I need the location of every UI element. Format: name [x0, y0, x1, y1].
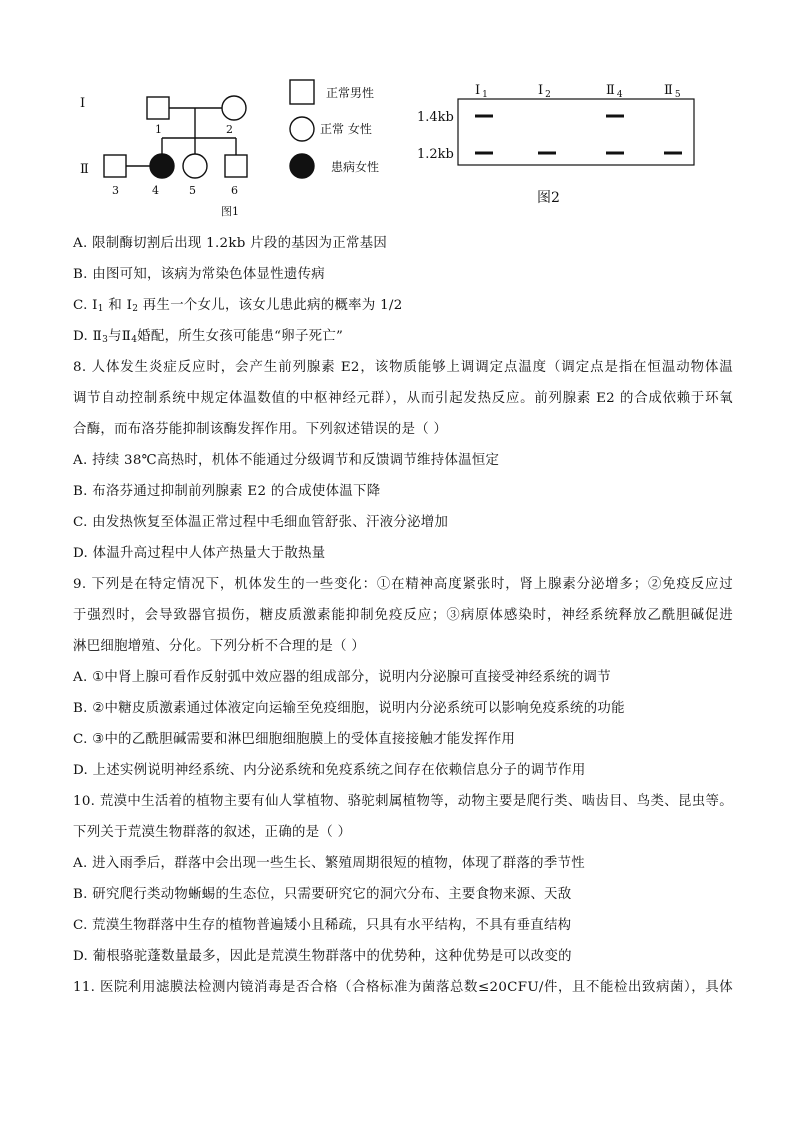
- lane-label: Ⅱ $_5$: [664, 83, 681, 100]
- gel-band: [475, 115, 493, 118]
- q7-option-d: D. $Ⅱ_3$与$Ⅱ_4$婚配，所生女孩可能患“卵子死亡”: [73, 329, 344, 345]
- individual-II3: [104, 155, 126, 177]
- electrophoresis-figure: [400, 80, 710, 215]
- q11-stem: 11. 医院利用滤膜法检测内镜消毒是否合格（合格标准为菌落总数≤20CFU/件，且不能检出致病菌），具体: [73, 980, 733, 995]
- row-label-1.2kb: 1.2kb: [417, 147, 454, 162]
- gel-band: [664, 152, 682, 155]
- q8-stem: 8. 人体发生炎症反应时，会产生前列腺素 E2，该物质能够上调调定点温度（调定点是指在恒温动物体温: [73, 360, 733, 375]
- figure2-caption: 图2: [537, 190, 560, 206]
- pedigree-figure: [0, 0, 400, 225]
- individual-II5: [183, 154, 207, 178]
- legend-affected-female-symbol: [290, 154, 314, 178]
- legend-normal-female-label: 正常 女性: [320, 122, 372, 136]
- figure1-caption: 图1: [221, 205, 239, 218]
- q10-option-d: D. 葡根骆驼蓬数量最多，因此是荒漠生物群落中的优势种，这种优势是可以改变的: [73, 949, 572, 964]
- q7-option-a: A. 限制酶切割后出现 1.2kb 片段的基因为正常基因: [73, 236, 388, 251]
- question-text: [73, 228, 733, 1003]
- q9-option-c: C. ③中的乙酰胆碱需要和淋巴细胞细胞膜上的受体直接接触才能发挥作用: [73, 732, 516, 747]
- individual-label: 5: [189, 184, 196, 197]
- q8-option-b: B. 布洛芬通过抑制前列腺素 E2 的合成使体温下降: [73, 484, 381, 499]
- q10-stem: 10. 荒漠中生活着的植物主要有仙人掌植物、骆驼刺属植物等，动物主要是爬行类、啮齿目、鸟类、昆虫等。: [73, 794, 733, 809]
- q8-stem: 合酶，而布洛芬能抑制该酶发挥作用。下列叙述错误的是（ ）: [73, 422, 448, 437]
- q8-option-a: A. 持续 38℃高热时，机体不能通过分级调节和反馈调节维持体温恒定: [73, 453, 500, 468]
- legend-normal-female-symbol: [290, 117, 314, 141]
- q8-option-c: C. 由发热恢复至体温正常过程中毛细血管舒张、汗液分泌增加: [73, 515, 449, 530]
- q9-stem: 淋巴细胞增殖、分化。下列分析不合理的是（ ）: [73, 639, 366, 654]
- gel-frame: [458, 99, 694, 165]
- lane-label: Ⅰ $_2$: [538, 83, 551, 100]
- q9-option-b: B. ②中糖皮质激素通过体液定向运输至免疫细胞，说明内分泌系统可以影响免疫系统的功能: [73, 701, 625, 716]
- q8-stem: 调节自动控制系统中规定体温数值的中枢神经元群），从而引起发热反应。前列腺素 E2 的合成依赖于环氧: [73, 391, 733, 406]
- row-label-1.4kb: 1.4kb: [417, 110, 454, 125]
- individual-label: 3: [112, 184, 119, 197]
- legend-affected-female-label: 患病女性: [331, 160, 380, 174]
- q10-option-b: B. 研究爬行类动物蜥蜴的生态位，只需要研究它的洞穴分布、主要食物来源、天敌: [73, 887, 572, 902]
- individual-label: 6: [231, 184, 238, 197]
- individual-II6: [225, 155, 247, 177]
- q9-option-a: A. ①中肾上腺可看作反射弧中效应器的组成部分，说明内分泌腺可直接受神经系统的调节: [73, 670, 611, 685]
- individual-label: 4: [152, 184, 159, 197]
- gel-band: [606, 152, 624, 155]
- individual-II4: [150, 154, 174, 178]
- q9-stem: 于强烈时，会导致器官损伤，糖皮质激素能抑制免疫反应；③病原体感染时，神经系统释放乙酰胆碱促进: [73, 608, 733, 623]
- q10-option-a: A. 进入雨季后，群落中会出现一些生长、繁殖周期很短的植物，体现了群落的季节性: [73, 856, 585, 871]
- generation-label-I: Ⅰ: [80, 96, 86, 111]
- individual-I1: [147, 97, 169, 119]
- individual-label: 2: [226, 123, 233, 136]
- q10-option-c: C. 荒漠生物群落中生存的植物普遍矮小且稀疏，只具有水平结构，不具有垂直结构: [73, 918, 572, 933]
- generation-label-II: Ⅱ: [80, 162, 89, 177]
- lane-label: Ⅰ $_1$: [475, 83, 488, 100]
- gel-band: [606, 115, 624, 118]
- q9-stem: 9. 下列是在特定情况下，机体发生的一些变化：①在精神高度紧张时，肾上腺素分泌增多；②免疫反应过: [73, 577, 733, 592]
- q8-option-d: D. 体温升高过程中人体产热量大于散热量: [73, 546, 326, 561]
- legend-normal-male-symbol: [290, 80, 314, 104]
- q9-option-d: D. 上述实例说明神经系统、内分泌系统和免疫系统之间存在依赖信息分子的调节作用: [73, 763, 586, 778]
- individual-label: 1: [155, 123, 162, 136]
- q10-stem: 下列关于荒漠生物群落的叙述，正确的是（ ）: [73, 825, 352, 840]
- gel-band: [538, 152, 556, 155]
- legend-normal-male-label: 正常男性: [326, 86, 375, 100]
- q7-option-b: B. 由图可知，该病为常染色体显性遗传病: [73, 267, 325, 282]
- gel-band: [475, 152, 493, 155]
- lane-label: Ⅱ $_4$: [606, 83, 623, 100]
- q7-option-c: C. $I_1$ 和 $I_2$ 再生一个女儿，该女儿患此病的概率为 1/2: [73, 298, 403, 314]
- individual-I2: [222, 96, 246, 120]
